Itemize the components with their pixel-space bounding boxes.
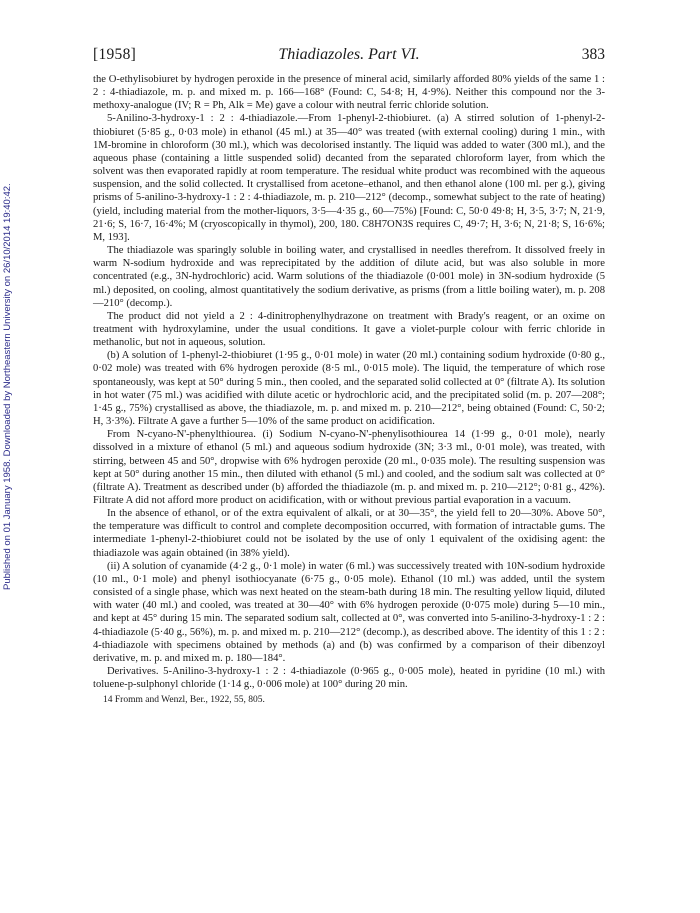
paragraph-2: 5-Anilino-3-hydroxy-1 : 2 : 4-thiadiazole.—From 1-phenyl-2-thiobiuret. (a) A stirred solution of 1-phenyl-2-thiobiuret (5·85 g., 0·03 mole) in ethanol (45 ml.) at 35—40° was treated (with external cooling) during 1 min., with 1M-bromine in chloroform (30 ml.), which was decolorised instantly. The liquid was added to water (300 ml.), and the aqueous phase (containing a little suspended solid) decanted from the separated chloroform layer, from which the solvent was then evaporated rapidly at room temperature. The residual white product was recombined with the aqueous suspension, and the solid collected. It crystallised from acetone–ethanol, and then ethanol alone (100 ml. per g.), giving prisms of 5-anilino-3-hydroxy-1 : 2 : 4-thiadiazole, m. p. 210—212° (decomp., somewhat subject to the rate of heating) (yield, including material from the mother-liquors, 3·5—4·35 g., 60—75%) [Found: C, 50·0 49·8; H, 3·5, 3·7; N, 21·9, 21·6; S, 16·7, 16·4%; M (cryoscopically in thymol), 200, 180. C8H7ON3S requires C, 49·7; H, 3·6; N, 21·8; S, 16·6%; M, 193]. bbox=[93, 113, 605, 243]
download-watermark-text: Published on 01 January 1958. Downloaded by Northeastern University on 26/10/2014 19:40:42. bbox=[2, 183, 13, 590]
paragraph-5: (b) A solution of 1-phenyl-2-thiobiuret (1·95 g., 0·01 mole) in water (20 ml.) containing sodium hydroxide (0·80 g., 0·02 mole) was treated with 6% hydrogen peroxide (8·5 ml., 0·015 mole). The liquid, the temperature of which rose spontaneously, was kept at 50° during 5 min., then cooled, and the separated solid collected at 0° (filtrate A). Its solution in hot water (75 ml.) was acidified with dilute acetic or hydrochloric acid, and the precipitated solid (m. p. 207—208°; 1·45 g., 75%) crystallised as above, the thiadiazole, m. p. and mixed m. p. 210—212°, being obtained (Found: C, 50·2; H, 3·3%). Filtrate A gave a further 5—10% of the same product on acidification. bbox=[93, 350, 605, 428]
body-text bbox=[93, 73, 605, 708]
paragraph-6: From N-cyano-N'-phenylthiourea. (i) Sodium N-cyano-N'-phenylisothiourea 14 (1·99 g., 0·01 mole), nearly dissolved in a mixture of ethanol (5 ml.) and aqueous sodium hydroxide (3N; 3·3 ml., 0·01 mole), was treated, with stirring, between 45 and 50°, dropwise with 6% hydrogen peroxide (20 ml., 0·035 mole). The resulting suspension was kept at 50° during another 15 min., then diluted with ethanol (5 ml.) and cooled, and the sodium salt was collected at 0° (filtrate A). Treatment as described under (b) afforded the thiadiazole (m. p. and mixed m. p. 210—212°; 0·81 g., 42%). Filtrate A did not afford more product on acidification, with or without previous partial evaporation in a vacuum. bbox=[93, 429, 605, 506]
paragraph-3: The thiadiazole was sparingly soluble in boiling water, and crystallised in needles therefrom. It dissolved freely in warm N-sodium hydroxide and was reprecipitated by the addition of dilute acid, but was also soluble in more concentrated (e.g., 3N-hydrochloric) acid. Warm solutions of the thiadiazole (0·001 mole) in 3N-sodium hydroxide (5 ml.) deposited, on cooling, almost quantitatively the sodium derivative, as prisms (from a little boiling water), m. p. 208—210° (decomp.). bbox=[93, 245, 605, 309]
paragraph-8: (ii) A solution of cyanamide (4·2 g., 0·1 mole) in water (6 ml.) was successively treated with 10N-sodium hydroxide (10 ml., 0·1 mole) and phenyl isothiocyanate (6·75 g., 0·05 mole). Ethanol (10 ml.) was added, until the system consisted of a single phase, which was next heated on the steam-bath during 18 min. The resulting yellow liquid, diluted with water (40 ml.) and cooled, was treated at 30—40° with 6% hydrogen peroxide (0·075 mole) during 5—10 min., and kept at 45° during 15 min. The separated sodium salt, collected at 0°, was converted into 5-anilino-3-hydroxy-1 : 2 : 4-thiadiazole (5·40 g., 56%), m. p. and mixed m. p. 210—212° (decomp.), as described above. The identity of this 1 : 2 : 4-thiadiazole with specimens obtained by methods (a) and (b) was confirmed by a comparison of their dibenzoyl derivative, m. p. and mixed m. p. 180—184°. bbox=[93, 560, 605, 664]
paragraph-4: The product did not yield a 2 : 4-dinitrophenylhydrazone on treatment with Brady's reagent, or an oxime on treatment with hydroxylamine, under the usual conditions. It gave a violet-purple colour with ferric chloride in methanolic, but not in aqueous, solution. bbox=[93, 310, 605, 349]
paragraph-1: the O-ethylisobiuret by hydrogen peroxide in the presence of mineral acid, similarly afforded 80% yields of the same 1 : 2 : 4-thiadiazole, m. p. and mixed m. p. 166—168° (Found: C, 54·8; H, 4·9%). Neither this compound nor the 3-methoxy-analogue (IV; R = Ph, Alk = Me) gave a colour with neutral ferric chloride solution. bbox=[93, 74, 605, 112]
download-watermark bbox=[2, 150, 16, 590]
paragraph-7: In the absence of ethanol, or of the extra equivalent of alkali, or at 30—35°, the yield fell to 20—30%. Above 50°, the temperature was difficult to control and complete decomposition occurred, with formation of intractable gums. The intermediate 1-phenyl-2-thiobiuret could not be isolated by the use of only 1 equivalent of the oxidising agent: the thiadiazole was again obtained (in 38% yield). bbox=[93, 508, 605, 559]
header-year: [1958] bbox=[93, 46, 137, 63]
running-title: Thiadiazoles. Part VI. bbox=[278, 46, 420, 63]
page-number: 383 bbox=[581, 46, 605, 63]
page-header bbox=[93, 46, 605, 68]
paragraph-9: Derivatives. 5-Anilino-3-hydroxy-1 : 2 : 4-thiadiazole (0·965 g., 0·005 mole), heated in pyridine (10 ml.) with toluene-p-sulphonyl chloride (1·14 g., 0·006 mole) at 100° during 20 min. bbox=[93, 666, 605, 691]
footnote: 14 Fromm and Wenzl, Ber., 1922, 55, 805. bbox=[103, 695, 265, 706]
